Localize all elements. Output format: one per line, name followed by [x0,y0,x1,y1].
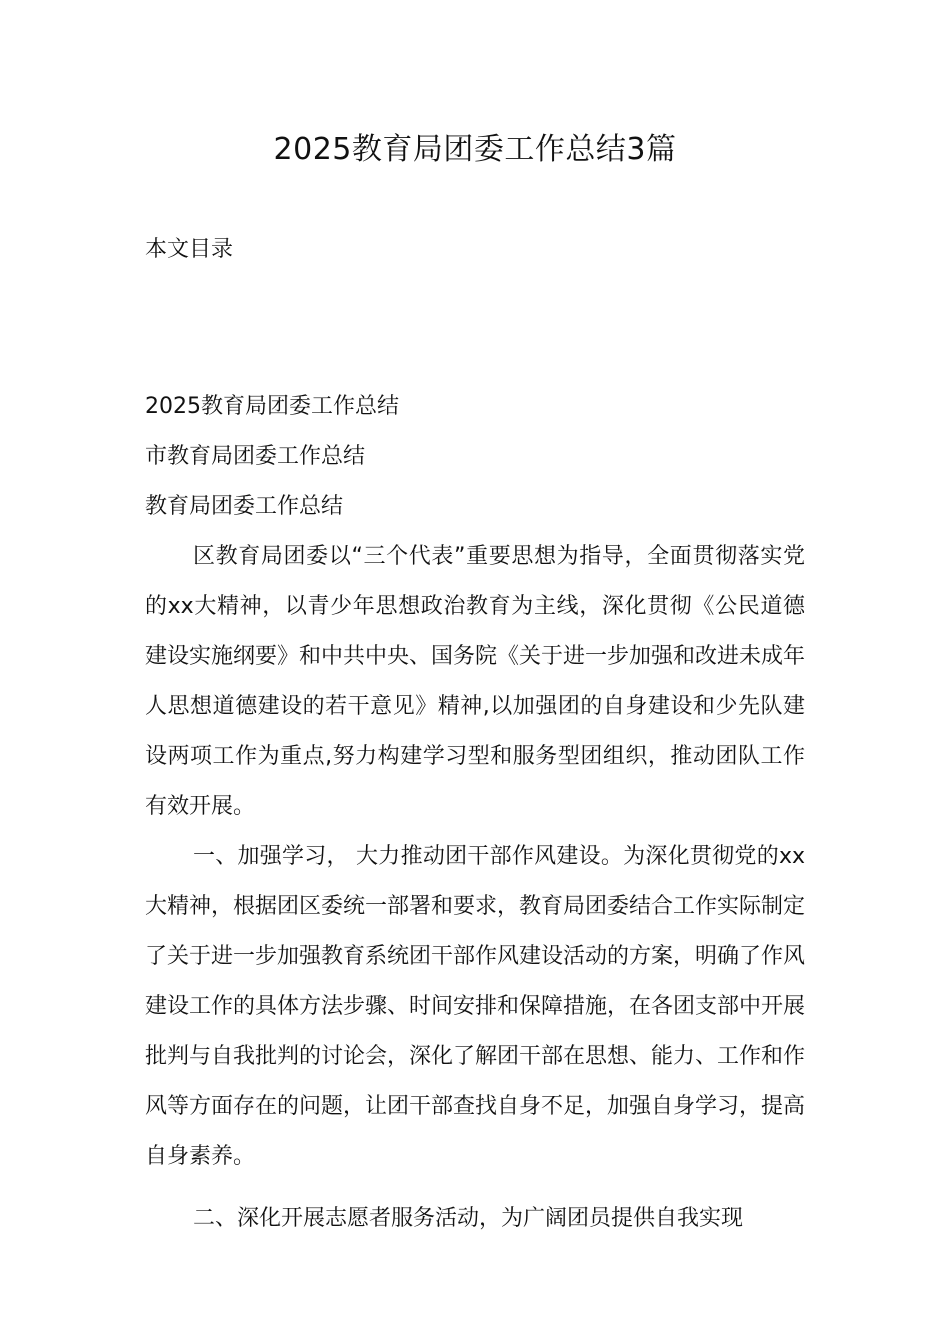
section-two-paragraph: 二、深化开展志愿者服务活动，为广阔团员提供自我实现 [193,1206,744,1231]
body-text [145,532,805,1244]
toc-item: 市教育局团委工作总结 [145,444,366,469]
table-of-contents [145,382,399,532]
toc-item: 教育局团委工作总结 [145,494,344,519]
section-one-paragraph: 一、加强学习， 大力推动团干部作风建设。为深化贯彻党的xx大精神，根据团区委统一部署和要求，教育局团委结合工作实际制定了关于进一步加强教育系统团干部作风建设活动的方案，明确了作风建设工作的具体方法步骤、时间安排和保障措施，在各团支部中开展批判与自我批判的讨论会，深化了解团干部在思想、能力、工作和作风等方面存在的问题，让团干部查找自身不足，加强自身学习，提高自身素养。 [145,844,806,1169]
document-title: 2025教育局团委工作总结3篇 [273,132,677,167]
toc-heading: 本文目录 [145,237,234,262]
toc-item: 2025教育局团委工作总结 [145,394,399,419]
intro-paragraph: 区教育局团委以“三个代表”重要思想为指导，全面贯彻落实党的xx大精神，以青少年思想政治教育为主线，深化贯彻《公民道德建设实施纲要》和中共中央、国务院《关于进一步加强和改进未成年人思想道德建设的若干意见》精神,以加强团的自身建设和少先队建设两项工作为重点,努力构建学习型和服务型团组织，推动团队工作有效开展。 [145,544,806,819]
